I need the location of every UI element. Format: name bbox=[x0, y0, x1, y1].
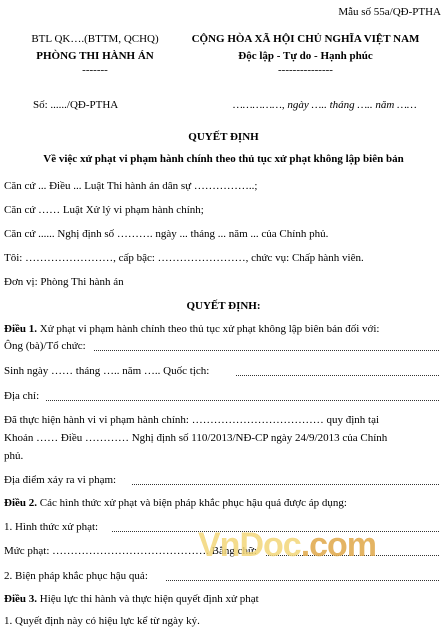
legal-basis-3: Căn cứ ...... Nghị định số ………. ngày ... tháng ... năm ... của Chính phủ. bbox=[4, 228, 329, 240]
article-2-line bbox=[4, 497, 347, 510]
legal-basis-2: Căn cứ …… Luật Xử lý vi phạm hành chính; bbox=[4, 204, 204, 216]
form-code: Mẫu số 55a/QĐ-PTHA bbox=[338, 6, 441, 18]
right-header-separator: --------------- bbox=[278, 64, 333, 76]
decision-heading: QUYẾT ĐỊNH: bbox=[186, 300, 261, 312]
national-motto: Độc lập - Tự do - Hạnh phúc bbox=[238, 50, 373, 62]
violation-place-label: Địa điểm xảy ra vi phạm: bbox=[4, 474, 117, 486]
address-label: Địa chỉ: bbox=[4, 390, 40, 402]
decision-number: Số: ....../QĐ-PTHA bbox=[33, 99, 119, 111]
article-2-text: Các hình thức xử phạt và biện pháp khắc phục hậu quả được áp dụng: bbox=[39, 497, 347, 509]
unit-line: Đơn vị: Phòng Thi hành án bbox=[4, 276, 124, 288]
dotted-leader-person bbox=[94, 350, 439, 351]
site-watermark: VnDoc.com bbox=[198, 526, 377, 564]
officer-line: Tôi: ……………………, cấp bậc: ……………………, chức vụ: Chấp hành viên. bbox=[4, 252, 364, 264]
article-1-line bbox=[4, 323, 380, 336]
document-subtitle: Về việc xử phạt vi phạm hành chính theo thủ tục xử phạt không lập biên bản bbox=[43, 153, 404, 165]
violation-line-1: Đã thực hiện hành vi vi phạm hành chính: ……………………………… quy định tại bbox=[4, 414, 380, 426]
article-2-label: Điều 2. bbox=[4, 497, 37, 509]
article-3-label: Điều 3. bbox=[4, 593, 37, 605]
issue-date: ……………, ngày ….. tháng ….. năm …… bbox=[233, 99, 417, 111]
left-header-separator: ------- bbox=[82, 64, 108, 76]
violation-line-3: phủ. bbox=[4, 450, 24, 462]
fine-amount-label: Mức phạt: ……………………………………. Bằng chữ: bbox=[4, 545, 257, 557]
document-title: QUYẾT ĐỊNH bbox=[188, 131, 259, 143]
article-1-text: Xử phạt vi phạm hành chính theo thủ tục xử phạt không lập biên bản đối với: bbox=[39, 323, 380, 335]
article-1-label: Điều 1. bbox=[4, 323, 37, 335]
dotted-leader-remedy bbox=[166, 580, 439, 581]
legal-basis-1: Căn cứ ... Điều ... Luật Thi hành án dân sự ……………..; bbox=[4, 180, 258, 192]
person-field-label: Ông (bà)/Tổ chức: bbox=[4, 340, 86, 352]
article-3-item-1: 1. Quyết định này có hiệu lực kể từ ngày ký. bbox=[4, 615, 200, 627]
violation-line-2: Khoản …… Điều ………… Nghị định số 110/2013/NĐ-CP ngày 24/9/2013 của Chính bbox=[4, 432, 388, 444]
remedy-label: 2. Biện pháp khắc phục hậu quả: bbox=[4, 570, 148, 582]
issuing-department: PHÒNG THI HÀNH ÁN bbox=[36, 50, 154, 62]
issuing-organization: BTL QK….(BTTM, QCHQ) bbox=[31, 33, 159, 45]
dotted-leader-address bbox=[46, 400, 439, 401]
article-3-text: Hiệu lực thi hành và thực hiện quyết định xử phạt bbox=[39, 593, 259, 605]
birth-nationality-label: Sinh ngày …… tháng ….. năm ….. Quốc tịch: bbox=[4, 365, 210, 377]
nation-name: CỘNG HÒA XÃ HỘI CHỦ NGHĨA VIỆT NAM bbox=[191, 33, 420, 45]
dotted-leader-nationality bbox=[236, 375, 439, 376]
article-3-line bbox=[4, 593, 259, 606]
dotted-leader-place bbox=[132, 484, 439, 485]
penalty-form-label: 1. Hình thức xử phạt: bbox=[4, 521, 99, 533]
